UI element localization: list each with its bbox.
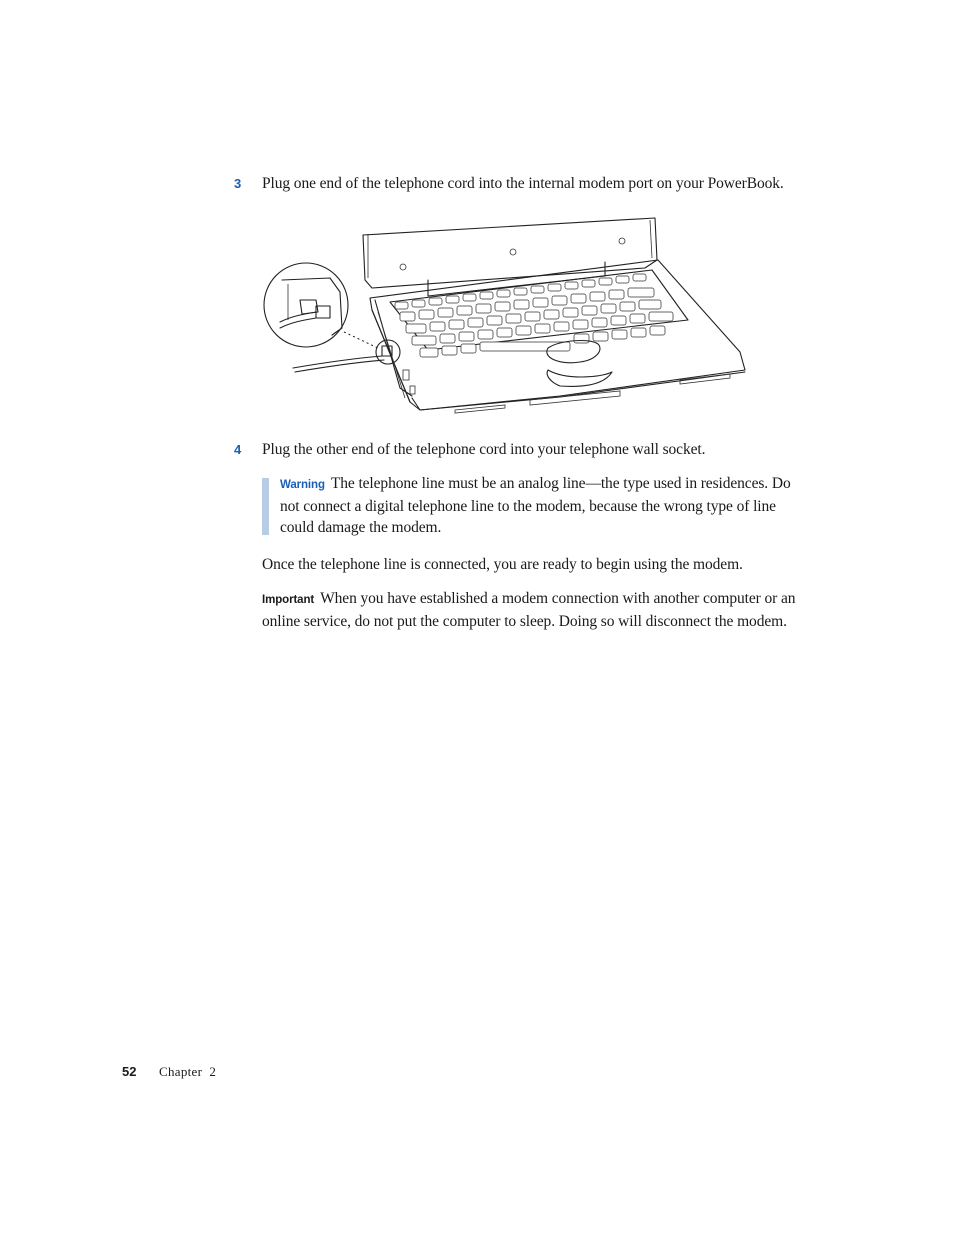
step-3-text: Plug one end of the telephone cord into the internal modem port on your PowerBook. [262,175,784,192]
important-text: When you have established a modem connection with another computer or an online service, do not put the computer to sleep. Doing so will disconnect the modem. [262,590,796,630]
warning-bar [262,478,269,535]
step-4-number: 4 [234,442,242,457]
page-number: 52 [122,1064,137,1079]
chapter-label: Chapter 2 [159,1064,217,1079]
important-label: Important [262,594,315,606]
body-paragraph: Once the telephone line is connected, you are ready to begin using the modem. [262,556,743,573]
step-4-text: Plug the other end of the telephone cord into your telephone wall socket. [262,441,706,458]
step-3-number: 3 [234,176,242,191]
laptop-modem-port-illustration-icon [260,210,760,430]
warning-text: The telephone line must be an analog line—the type used in residences. Do not connect a digital telephone line to the modem, because the wrong type of line could damage the modem. [280,475,791,536]
warning-note [280,473,800,538]
laptop-modem-illustration [260,210,760,430]
warning-label: Warning [280,479,325,491]
important-note [262,588,802,632]
